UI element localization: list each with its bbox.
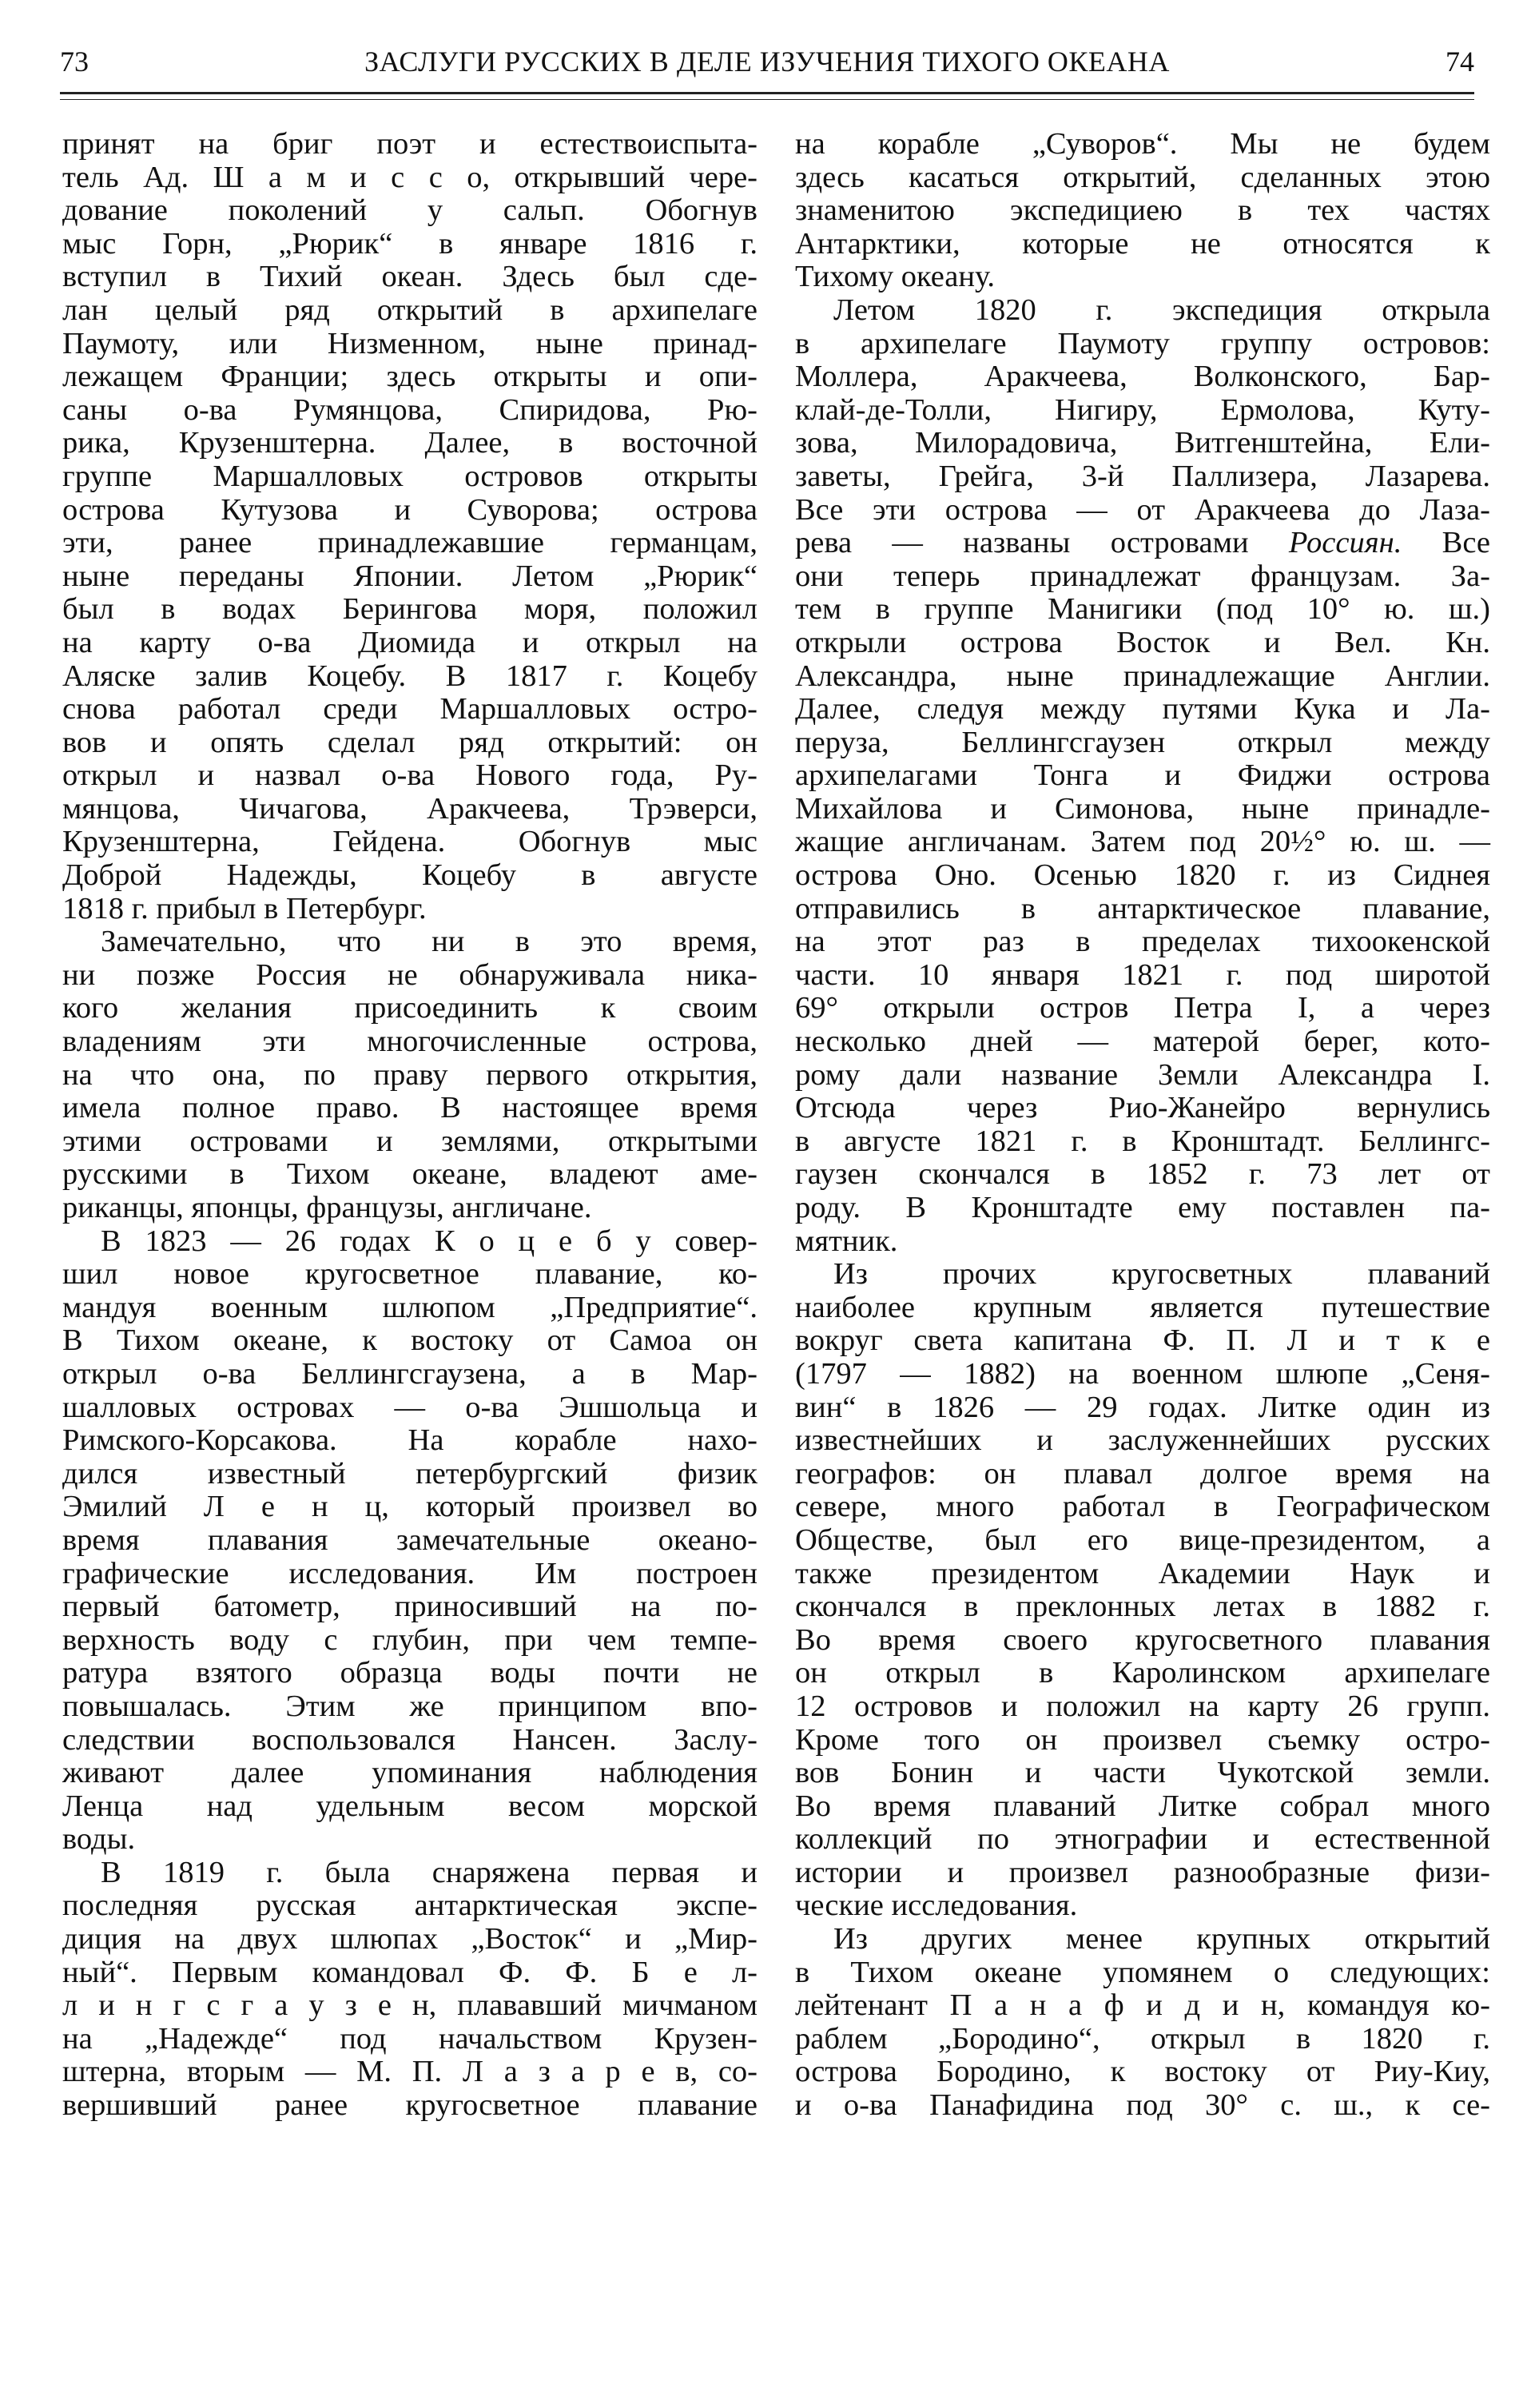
text-line [62,959,758,993]
text-line-content: первый батометр, приносивший на по- [62,1590,758,1624]
text-line-content: Крузенштерна, Гейдена. Обогнув мыс [62,825,758,859]
text-line-content: Михайлова и Симонова, ныне принадле- [795,791,1490,826]
text-line-content: ный“. Первым командовал Ф. Ф. Б е л- [62,1955,758,1989]
text-line [62,1258,758,1292]
text-line [62,1092,758,1125]
text-line-content: дование поколений у сальп. Обогнув [62,193,758,228]
text-line [795,893,1490,926]
text-line [795,1823,1490,1857]
text-line-content: Доброй Надежды, Коцебу в августе [62,858,758,893]
text-line [62,2056,758,2089]
text-line [62,394,758,428]
text-line [795,593,1490,627]
text-line [795,1059,1490,1093]
text-line-content: штерна, вторым — М. П. Л а з а р е в, со- [62,2055,758,2089]
text-line [795,1923,1490,1956]
text-line [62,726,758,760]
text-line-content: шил новое кругосветное плавание, ко- [62,1257,758,1292]
text-line [62,693,758,726]
text-line [62,1491,758,1524]
text-line-content: известнейших и заслуженнейших русских [795,1423,1490,1458]
text-line [62,1292,758,1325]
text-line [795,1491,1490,1524]
text-line [795,1025,1490,1059]
text-line-content: части. 10 января 1821 г. под широтой [795,957,1490,992]
text-line [62,1225,758,1259]
header-rule-thick [60,92,1474,94]
text-line-content: гаузен скончался в 1852 г. 73 лет от [795,1157,1490,1192]
text-line [62,1624,758,1658]
text-line-content: Аляске залив Коцебу. В 1817 г. Коцебу [62,659,758,693]
text-line-content: воды. [62,1822,136,1857]
text-line-content: они теперь принадлежат французам. За- [795,559,1490,593]
text-line-content: шалловых островах — о-ва Эшшольца и [62,1390,758,1424]
text-line [795,228,1490,261]
text-line [795,360,1490,394]
text-line [795,925,1490,959]
text-line [795,2056,1490,2089]
text-line-content: Из других менее крупных открытий [833,1922,1490,1956]
text-line-content: в архипелаге Паумоту группу островов: [795,326,1490,360]
text-line [62,1889,758,1923]
page-number-left: 73 [60,46,89,78]
text-line [795,194,1490,228]
text-line-content: на что она, по праву первого открытия, [62,1057,758,1092]
text-line-content: 12 островов и положил на карту 26 групп. [795,1689,1490,1723]
text-line-content: Эмилий Л е н ц, который произвел во [62,1490,758,1524]
text-line-content: рева — названы островами [795,526,1249,560]
text-line-content: мыс Горн, „Рюрик“ в январе 1816 г. [62,226,758,261]
text-line [62,859,758,893]
text-line-content: 69° открыли остров Петра I, а через [795,991,1490,1025]
text-line [795,2023,1490,2056]
text-line-content: ныне переданы Японии. Летом „Рюрик“ [62,559,758,593]
text-line-content: ратура взятого образца воды почти не [62,1656,758,1690]
text-line-content: Паумоту, или Низменном, ныне принад- [62,326,758,360]
text-line-content: снова работал среди Маршалловых остро- [62,692,758,726]
text-line-content: острова Кутузова и Суворова; острова [62,492,758,527]
text-line-content: Обществе, был его вице-президентом, а [795,1522,1490,1557]
text-line-content: группе Маршалловых островов открыты [62,459,758,493]
text-line-content: жащие англичанам. Затем под 20½° ю. ш. — [795,825,1490,859]
text-line-content: мянцова, Чичагова, Аракчеева, Трэверси, [62,791,758,826]
text-line-content: риканцы, японцы, французы, англичане. [62,1191,592,1224]
text-line [62,527,758,560]
text-line [62,893,758,926]
text-line [795,328,1490,361]
text-line-content: Далее, следуя между путями Кука и Ла- [795,692,1490,726]
text-line-content: Тихому океану. [795,260,995,294]
text-line [62,593,758,627]
text-line [62,228,758,261]
text-line [795,992,1490,1025]
text-line-content: повышалась. Этим же принципом впо- [62,1689,758,1723]
text-line-content: лейтенант П а н а ф и д и н, командуя ко- [795,1988,1490,2023]
text-line [62,1524,758,1558]
text-line-content: графические исследования. Им построен [62,1556,758,1590]
text-line [795,826,1490,859]
text-line-content: время плавания замечательные океано- [62,1522,758,1557]
text-line [795,427,1490,460]
text-line-content: открыли острова Восток и Вел. Кн. [795,625,1490,659]
text-line [62,1790,758,1824]
text-line-content: острова Оно. Осенью 1820 г. из Сиднея [795,858,1490,893]
text-line [795,1524,1490,1558]
text-line-content: Во время плаваний Литке собрал много [795,1789,1490,1823]
text-line-content: последняя русская антарктическая экспе- [62,1889,758,1923]
text-line-content: вин“ в 1826 — 29 годах. Литке один из [795,1390,1490,1424]
text-line [62,1657,758,1690]
italic-text: Россиян. [1288,526,1402,560]
text-line [795,693,1490,726]
text-line [62,1424,758,1458]
text-line-content: архипелагами Тонга и Фиджи острова [795,758,1490,793]
text-line-content: скончался в преклонных летах в 1882 г. [795,1590,1490,1624]
text-line [62,560,758,594]
text-line-content: следствии воспользовался Нансен. Заслу- [62,1722,758,1757]
text-line-content: имела полное право. В настоящее время [62,1091,758,1125]
text-line-content: рому дали название Земли Александра I. [795,1057,1490,1092]
text-line-content: несколько дней — матерой берег, кото- [795,1025,1490,1059]
text-line-content: принят на бриг поэт и естествоиспыта- [62,127,758,161]
text-tail: Все [1402,526,1491,560]
text-line-content: Из прочих кругосветных плаваний [833,1257,1490,1292]
text-line [62,1690,758,1724]
text-line-content: Александра, ныне принадлежащие Англии. [795,659,1490,693]
text-line [795,494,1490,527]
text-line [795,1225,1490,1259]
text-line [62,1358,758,1391]
text-line [795,1158,1490,1192]
text-line [62,1989,758,2023]
text-line-content: Антарктики, которые не относятся к [795,226,1490,261]
text-line [62,925,758,959]
text-line [795,1989,1490,2023]
text-line [795,1192,1490,1225]
text-line [795,394,1490,428]
text-line-content: вокруг света капитана Ф. П. Л и т к е [795,1323,1490,1358]
text-line-content: географов: он плавал долгое время на [795,1456,1490,1491]
text-line [795,1624,1490,1658]
text-line [62,1458,758,1491]
text-line [795,261,1490,294]
text-line-content: Во время своего кругосветного плавания [795,1622,1490,1657]
text-line [795,527,1490,560]
text-line [795,294,1490,328]
text-line [795,859,1490,893]
text-line-content: Замечательно, что ни в это время, [101,925,758,959]
text-line-content: (1797 — 1882) на военном шлюпе „Сеня- [795,1356,1490,1391]
text-line [795,1391,1490,1425]
text-line [62,1125,758,1159]
text-line [795,560,1490,594]
text-line [62,1923,758,1956]
text-line [795,1125,1490,1159]
text-line-content: русскими в Тихом океане, владеют аме- [62,1157,758,1192]
text-line [62,2089,758,2123]
text-line [795,627,1490,660]
text-line-content: острова Бородино, к востоку от Риу-Киу, [795,2055,1490,2089]
text-line-content: был в водах Берингова моря, положил [62,592,758,627]
text-line-content: В Тихом океане, к востоку от Самоа он [62,1323,758,1358]
text-line [62,1391,758,1425]
text-line [62,360,758,394]
text-line [62,194,758,228]
text-line [795,1324,1490,1358]
text-line [62,627,758,660]
text-line [62,1956,758,1990]
running-title: ЗАСЛУГИ РУССКИХ В ДЕЛЕ ИЗУЧЕНИЯ ТИХОГО ОКЕАНА [364,46,1170,78]
text-line [795,161,1490,195]
text-line [62,660,758,694]
text-column-right [795,128,1490,2123]
text-line-content: живают далее упоминания наблюдения [62,1756,758,1790]
text-line-content: истории и произвел разнообразные физи- [795,1855,1490,1889]
text-line-content: Все эти острова — от Аракчеева до Лаза- [795,492,1490,527]
text-line [795,128,1490,161]
text-line-content: наиболее крупным является путешествие [795,1290,1490,1324]
text-line-content: Летом 1820 г. экспедиция открыла [833,293,1490,327]
text-line [62,161,758,195]
text-line-content: в Тихом океане упомянем о следующих: [795,1955,1490,1989]
text-line [795,1657,1490,1690]
text-line-content: вступил в Тихий океан. Здесь был сде- [62,260,758,294]
text-line-content: ческие исследования. [795,1889,1078,1923]
text-line-content: роду. В Кронштадте ему поставлен па- [795,1191,1490,1224]
text-line-content: эти, ранее принадлежавшие германцам, [62,526,758,560]
text-line [795,660,1490,694]
text-line [795,1956,1490,1990]
text-line [62,1324,758,1358]
text-line [795,1092,1490,1125]
text-line [62,261,758,294]
text-line-content: открыл о-ва Беллингсгаузена, а в Мар- [62,1356,758,1391]
text-line-content: верхность воду с глубин, при чем темпе- [62,1622,758,1657]
text-line [62,1823,758,1857]
text-line-content: на „Надежде“ под начальством Крузен- [62,2021,758,2056]
text-line [62,460,758,494]
text-line-content: и о-ва Панафидина под 30° с. ш., к се- [795,2088,1490,2123]
text-line-content: 1818 г. прибыл в Петербург. [62,891,427,925]
text-line [62,992,758,1025]
text-line-content: на этот раз в пределах тихоокенской [795,925,1490,959]
text-line [795,959,1490,993]
text-line [62,1158,758,1192]
text-line [795,1292,1490,1325]
text-line-content: он открыл в Каролинском архипелаге [795,1656,1490,1690]
text-line [62,1192,758,1225]
text-line [795,1458,1490,1491]
text-line-content: открыл и назвал о-ва Нового года, Ру- [62,758,758,793]
text-line [62,1025,758,1059]
text-line-content: перуза, Беллингсгаузен открыл между [795,725,1490,759]
text-line [795,1424,1490,1458]
text-line [795,1724,1490,1757]
header-rule-thin [60,99,1474,100]
text-line [795,1690,1490,1724]
text-line-content: на корабле „Суворов“. Мы не будем [795,127,1490,161]
text-line-content: вершивший ранее кругосветное плавание [62,2088,758,2123]
text-line-content: мандуя военным шлюпом „Предприятие“. [62,1290,758,1324]
text-line [795,2089,1490,2123]
text-line [795,793,1490,826]
text-line-content: Римского-Корсакова. На корабле нахо- [62,1423,758,1458]
text-line [62,2023,758,2056]
text-line-content: владениям эти многочисленные острова, [62,1025,758,1059]
text-line-content: раблем „Бородино“, открыл в 1820 г. [795,2021,1490,2056]
text-line [795,726,1490,760]
text-line [795,1857,1490,1890]
text-line-content: саны о-ва Румянцова, Спиридова, Рю- [62,392,758,427]
text-line [62,328,758,361]
text-line [62,826,758,859]
text-line-content: диция на двух шлюпах „Восток“ и „Мир- [62,1922,758,1956]
text-line-content: Ленца над удельным весом морской [62,1789,758,1823]
text-line [795,1889,1490,1923]
text-line [62,1558,758,1591]
text-line [62,1724,758,1757]
text-line-content: кого желания присоединить к своим [62,991,758,1025]
text-line [795,1558,1490,1591]
text-line [62,294,758,328]
text-line [795,1590,1490,1624]
text-line [62,427,758,460]
text-line-content: Кроме того он произвел съемку остро- [795,1722,1490,1757]
text-line-content: клай-де-Толли, Нигиру, Ермолова, Куту- [795,392,1490,427]
text-line-content: лан целый ряд открытий в архипелаге [62,293,758,327]
text-line [795,1790,1490,1824]
text-line-content: тель Ад. Ш а м и с с о, открывший чере- [62,160,758,194]
text-line-content: Моллера, Аракчеева, Волконского, Бар- [795,360,1490,394]
text-line-content: Отсюда через Рио-Жанейро вернулись [795,1091,1490,1125]
text-line-content: отправились в антарктическое плавание, [795,891,1490,925]
text-line [62,494,758,527]
text-line-content: на карту о-ва Диомида и открыл на [62,625,758,659]
text-line [62,128,758,161]
running-header [60,42,1474,82]
text-line [62,1590,758,1624]
text-line [795,1757,1490,1790]
text-line-content: рика, Крузенштерна. Далее, в восточной [62,426,758,460]
text-line-content: зова, Милорадовича, Витгенштейна, Ели- [795,426,1490,460]
text-line-content: севере, много работал в Географическом [795,1490,1490,1524]
text-line-content: вов и опять сделал ряд открытий: он [62,725,758,759]
text-line-content: лежащем Франции; здесь открыты и опи- [62,360,758,394]
text-line-content: В 1823 — 26 годах К о ц е б у совер- [101,1224,758,1258]
text-column-left [62,128,758,2123]
text-line [795,1258,1490,1292]
text-line-content: заветы, Грейга, 3-й Паллизера, Лазарева. [795,459,1490,493]
text-line-content: также президентом Академии Наук и [795,1556,1490,1590]
text-line-content: здесь касаться открытий, сделанных этою [795,160,1490,194]
text-line [62,759,758,793]
text-line-content: в августе 1821 г. в Кронштадт. Беллингс- [795,1124,1490,1158]
text-line [795,1358,1490,1391]
text-line [62,1857,758,1890]
page-number-right: 74 [1446,46,1474,78]
text-line-content: этими островами и землями, открытыми [62,1124,758,1158]
text-line [795,759,1490,793]
text-line [62,1757,758,1790]
text-line-content: тем в группе Манигики (под 10° ю. ш.) [795,592,1490,627]
text-line [62,1059,758,1093]
text-line-content: ни позже Россия не обнаруживала ника- [62,957,758,992]
text-line-content: знаменитою экспедициею в тех частях [795,193,1490,228]
text-line-content: вов Бонин и части Чукотской земли. [795,1756,1490,1790]
text-line-content: В 1819 г. была снаряжена первая и [101,1855,758,1889]
text-line [795,460,1490,494]
text-line-content: дился известный петербургский физик [62,1456,758,1491]
text-line-content: л и н г с г а у з е н, плававший мичманом [62,1988,758,2023]
text-line-content: коллекций по этнографии и естественной [795,1822,1490,1857]
text-line [62,793,758,826]
text-line-content: мятник. [795,1224,898,1258]
